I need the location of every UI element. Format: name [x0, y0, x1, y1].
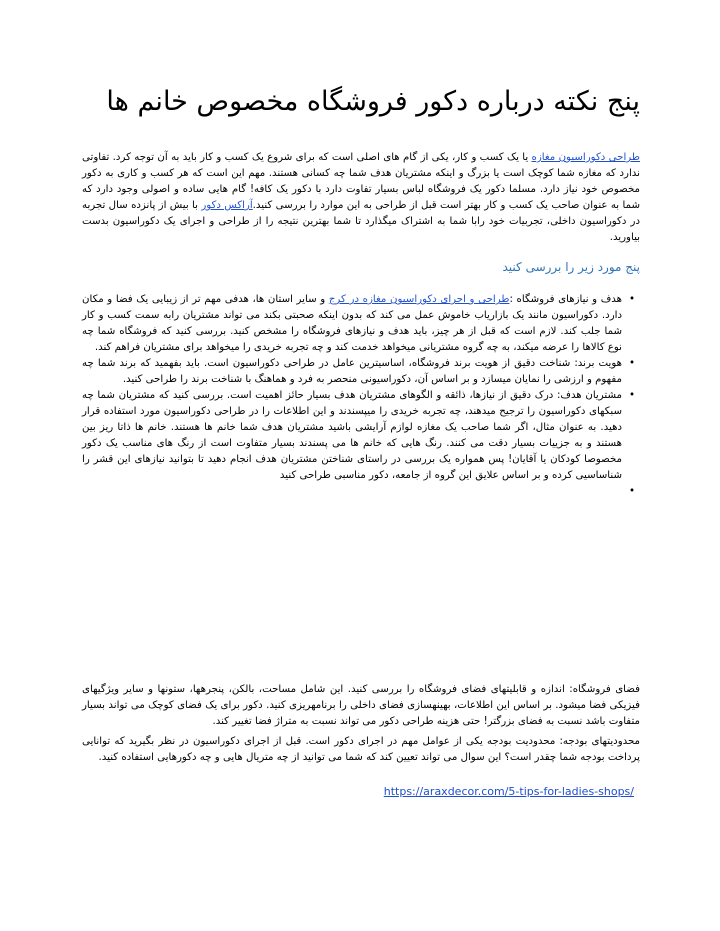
- bullet-prefix: هدف و نیازهای فروشگاه :: [509, 294, 623, 305]
- store-space-text: فضای فروشگاه: اندازه و قابلیتهای فضای فروشگاه را بررسی کنید. این شامل مساحت، بالکن، پنجرهها، ستونها و سایر ویژگیهای فیزیکی فضا میشود. بر اساس این اطلاعات، بهینهسازی فضای داخلی را برنامهریزی کنید. دکور برای یک فضای کوچک می تواند بسیار متفاوت باشد نسبت به فضای بزرگتر! حتی هزینه طراحی دکور می تواند نسبت به متراژ فضا تغییر کند.: [82, 684, 640, 727]
- bullet-text: و سایر استان ها، هدفی مهم تر از زیبایی یک فضا و مکان دارد. دکوراسیون مانند یک بازاریاب خاموش عمل می کند که بدون اینکه صحبتی بکند می تواند مشتریان رابه سمت کسب و کار شما جلب کند. لازم است که قبل از هر چیز، باید هدف و نیازهای فروشگاه را مشخص کنید. بررسی کنید که فروشگاه شما چه نوع کالاها را عرضه میکند، به چه گروه مشتریانی میخواهد خدمت کند و چه تجربه خریدی را میخواهد برای مشتریان فراهم کند.: [82, 294, 622, 353]
- intro-text-2: با بیش از پانزده سال تجربه در دکوراسیون داخلی، تجربیات خود رابا شما به اشتراک میگذارد تا شما بهترین نتیجه را از طراحی و اجرای یک دکوراسیون بدست بیاورید.: [82, 200, 640, 243]
- tips-bullet-list: [82, 292, 640, 500]
- bullet-text: مشتریان هدف: درک دقیق از نیازها، ذائقه و الگوهای مشتریان هدف بسیار حائز اهمیت است. بررسی کنید که مشتریان شما چه سبکهای دکوراسیون را ترجیح میدهند، چه تجربه خریدی را میپسندند و این اطلاعات را در طراحی دکوراسیون مورد استفاده قرار دهید. به عنوان مثال، اگر شما صاحب یک مغازه لوازم آرایشی باشید مشتریان هدف شما خانم ها هستند. خانم ها ذاتا ریز بین هستند و به جزییات بسیار دقت می کنند. رنگ هایی که خانم ها می پسندند بسیار متفاوت است از رنگ های مناسب یک دکور مخصوصا کودکان یا آقایان! پس همواره یک بررسی در راستای شناختن مشتریان هدف انجام دهید تا بتوانید نیازهای این قشر را شناساسیی کرده و بر اساس علایق این گروه از جامعه، دکور مناسبی طراحی کنید: [82, 390, 622, 481]
- bullet-icon: •: [628, 294, 635, 305]
- source-url-container: [82, 784, 634, 800]
- document-title: پنج نکته درباره دکور فروشگاه مخصوص خانم ها: [106, 86, 640, 117]
- bullet-icon: •: [628, 358, 635, 369]
- shop-decoration-link[interactable]: طراحی دکوراسیون مغازه: [531, 152, 641, 163]
- arax-decor-link[interactable]: آراکس دکور: [201, 200, 253, 211]
- intro-text-1: یا یک کسب و کار، یکی از گام های اصلی است که برای شروع یک کسب و کار باید به آن توجه کرد. تفاوتی ندارد که مغازه شما کوچک است یا بزرگ و اینکه مشتریان هدف شما چه کسانی هستند. مهم این است که هر کسب و کاری به دکور مخصوص خود نیاز دارد. مسلما دکور یک فروشگاه لباس بسیار تفاوت دارد با دکور یک کافه! گام هایی ساده و اصولی وجود دارد که شما به عنوان صاحب یک کسب و کار بهتر است قبل از طراحی به این موارد را بررسی کنید.: [82, 152, 640, 211]
- source-url-link[interactable]: https://araxdecor.com/5-tips-for-ladies-shops/: [383, 785, 634, 798]
- bullet-text: هویت برند: شناخت دقیق از هویت برند فروشگاه، اساسیترین عامل در طراحی دکوراسیون است. باید بفهمید که برند شما چه مفهوم و ارزشی را نمایان میسازد و بر اساس آن، دکوراسیونی منحصر به فرد و هماهنگ با شناخت برند را طراحی کنید.: [82, 358, 622, 385]
- budget-text: محدودیتهای بودجه: محدودیت بودجه یکی از عوامل مهم در اجرای دکور است. قبل از اجرای دکوراسیون در نظر بگیرید که توانایی پرداخت بودجه شما چقدر است؟ این سوال می تواند تعیین کند که شما می توانید از چه متریال هایی و چه دکورهایی استفاده کنید.: [82, 736, 640, 763]
- list-item: [82, 356, 635, 388]
- list-item: [82, 484, 635, 500]
- store-space-paragraph: [82, 682, 640, 730]
- karaj-decoration-link[interactable]: طراحی و اجرای دکوراسیون مغازه در کرج: [328, 294, 510, 305]
- list-item: [82, 292, 635, 356]
- section-subheading: پنج مورد زیر را بررسی کنید: [502, 260, 640, 274]
- budget-paragraph: [82, 734, 640, 766]
- bullet-icon: •: [628, 486, 635, 497]
- bullet-icon: •: [628, 390, 635, 401]
- list-item: [82, 388, 635, 484]
- intro-paragraph: [82, 150, 640, 246]
